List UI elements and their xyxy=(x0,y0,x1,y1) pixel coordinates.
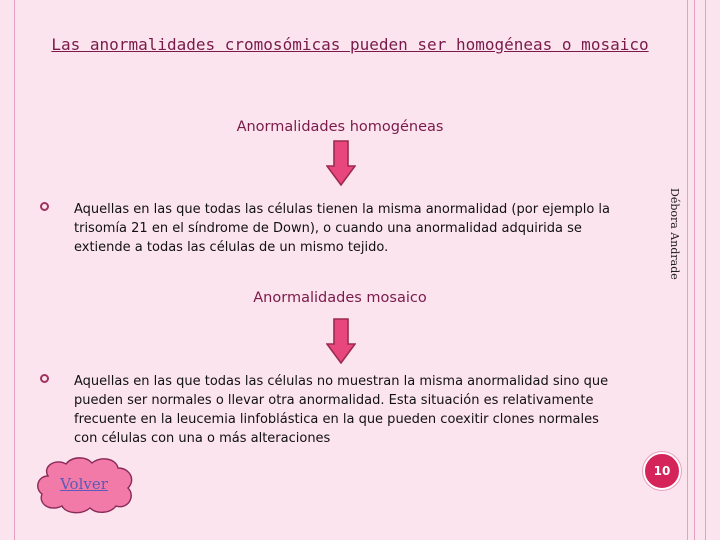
slide-frame-line-2 xyxy=(687,0,688,540)
back-button-label[interactable]: Volver xyxy=(60,475,108,493)
author-label: Débora Andrade xyxy=(668,188,681,280)
slide-frame-line-3 xyxy=(694,0,695,540)
slide-frame-line-1 xyxy=(14,0,15,540)
section2-heading: Anormalidades mosaico xyxy=(253,290,427,306)
down-arrow-icon xyxy=(326,140,356,186)
slide-title: Las anormalidades cromosómicas pueden ser homogéneas o mosaico xyxy=(51,35,649,54)
section2-bullet-text: Aquellas en las que todas las células no muestran la misma anormalidad sino que pueden ser normales o llevar otra anormalidad. Esta situación es relativamente frecuente en la leucemia linfoblástica en la que pueden coexitir clones normales con células con una o más alteraciones xyxy=(74,374,609,446)
page-number-badge: 10 xyxy=(643,452,681,490)
section1-bullet xyxy=(40,200,620,257)
back-button[interactable] xyxy=(34,456,140,516)
circle-bullet-icon xyxy=(40,202,49,211)
section1-heading: Anormalidades homogéneas xyxy=(236,119,444,135)
section1-bullet-text: Aquellas en las que todas las células tienen la misma anormalidad (por ejemplo la trisomía 21 en el síndrome de Down), o cuando una anormalidad adquirida se extiende a todas las células de un mismo tejido. xyxy=(74,202,610,255)
section2-bullet xyxy=(40,372,620,448)
down-arrow-icon xyxy=(326,318,356,364)
circle-bullet-icon xyxy=(40,374,49,383)
slide-frame-line-4 xyxy=(705,0,706,540)
